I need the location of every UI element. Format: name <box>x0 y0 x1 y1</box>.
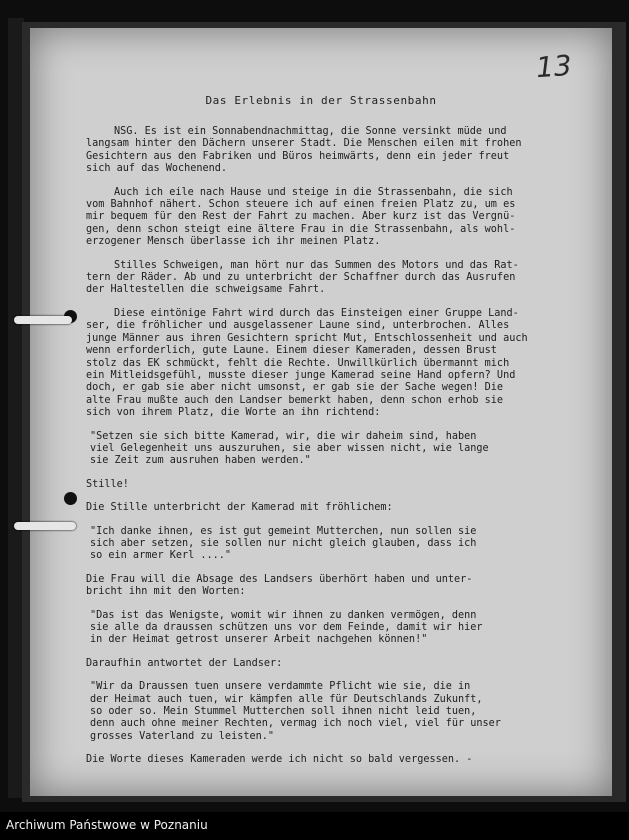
paragraph: Auch ich eile nach Hause und steige in die Strassenbahn, die sich vom Bahnhof nähert. Schon steuere ich auf einen freien Platz zu, um es mir bequem für den Rest der Fahrt zu machen. Aber kurz ist das Vergnü- gen, denn schon steigt eine ältere Frau in die Strassenbahn, als wohl- erzogener Mensch überlasse ich ihr meinen Platz. <box>86 186 516 248</box>
quote-paragraph: "Wir da Draussen tuen unsere verdammte Pflicht wie sie, die in der Heimat auch tuen, wir kämpfen alle für Deutschlands Zukunft, so oder so. Mein Stummel Mutterchen soll ihnen nicht leid tuen, denn auch ohne meiner Rechten, vermag ich noch viel, viel für unser grosses Vaterland zu leisten." <box>90 681 501 742</box>
document-title: Das Erlebnis in der Strassenbahn <box>205 94 437 107</box>
quote-paragraph: "Setzen sie sich bitte Kamerad, wir, die wir daheim sind, haben viel Gelegenheit uns auszuruhen, sie aber wissen nicht, wie lange sie Zeit zum ausruhen haben werden." <box>90 430 489 467</box>
paragraph: Diese eintönige Fahrt wird durch das Einsteigen einer Gruppe Land- ser, die fröhlicher und ausgelassener Laune sind, unterbrochen. Alles junge Männer aus ihren Gesichtern spricht Mut, Entschlossenheit und auch wenn erforderlich, gute Laune. Einem dieser Kameraden, dessen Brust stolz das EK schmückt, fehlt die Rechte. Unwillkürlich übermannt mich ein Mitleidsgefühl, musste dieser junge Kamerad seine Hand opfern? Und doch, er gab sie aber nicht umsonst, er gab sie der Sache wegen! Die alte Frau mußte auch den Landser bemerkt haben, denn schon erhob sie sich von ihrem Platz, die Worte an ihn richtend: <box>86 307 528 419</box>
punch-hole <box>64 492 77 505</box>
paragraph: Die Stille unterbricht der Kamerad mit fröhlichem: <box>86 502 393 514</box>
paragraph: Stilles Schweigen, man hört nur das Summen des Motors und das Rat- tern der Räder. Ab und zu unterbricht der Schaffner durch das Ausrufen der Haltestellen die schweigsame Fahrt. <box>86 259 519 296</box>
archive-label: Archiwum Państwowe w Poznaniu <box>6 818 208 832</box>
paragraph: Daraufhin antwortet der Landser: <box>86 657 283 669</box>
document-body <box>86 126 602 778</box>
binder-tie <box>14 316 72 324</box>
handwritten-page-number: 13 <box>535 48 574 85</box>
quote-paragraph: "Ich danke ihnen, es ist gut gemeint Mutterchen, nun sollen sie sich aber setzen, sie sollen nur nicht gleich glauben, dass ich so ein armer Kerl ...." <box>90 525 477 562</box>
paragraph: Stille! <box>86 478 129 490</box>
archive-footer <box>0 812 629 840</box>
paragraph: NSG. Es ist ein Sonnabendnachmittag, die Sonne versinkt müde und langsam hinter den Dächern unserer Stadt. Die Menschen eilen mit frohen Gesichtern aus den Fabriken und Büros heimwärts, denn ein jeder freut sich auf das Wochenend. <box>86 126 522 175</box>
binder-tie <box>14 522 76 530</box>
paragraph: Die Frau will die Absage des Landsers überhört haben und unter- bricht ihn mit den Worten: <box>86 573 473 598</box>
document-page <box>30 28 612 796</box>
paragraph: Die Worte dieses Kameraden werde ich nicht so bald vergessen. - <box>86 754 473 766</box>
quote-paragraph: "Das ist das Wenigste, womit wir ihnen zu danken vermögen, denn sie alle da draussen schützen uns vor dem Feinde, damit wir hier in der Heimat getrost unserer Arbeit nachgehen können!" <box>90 609 483 646</box>
